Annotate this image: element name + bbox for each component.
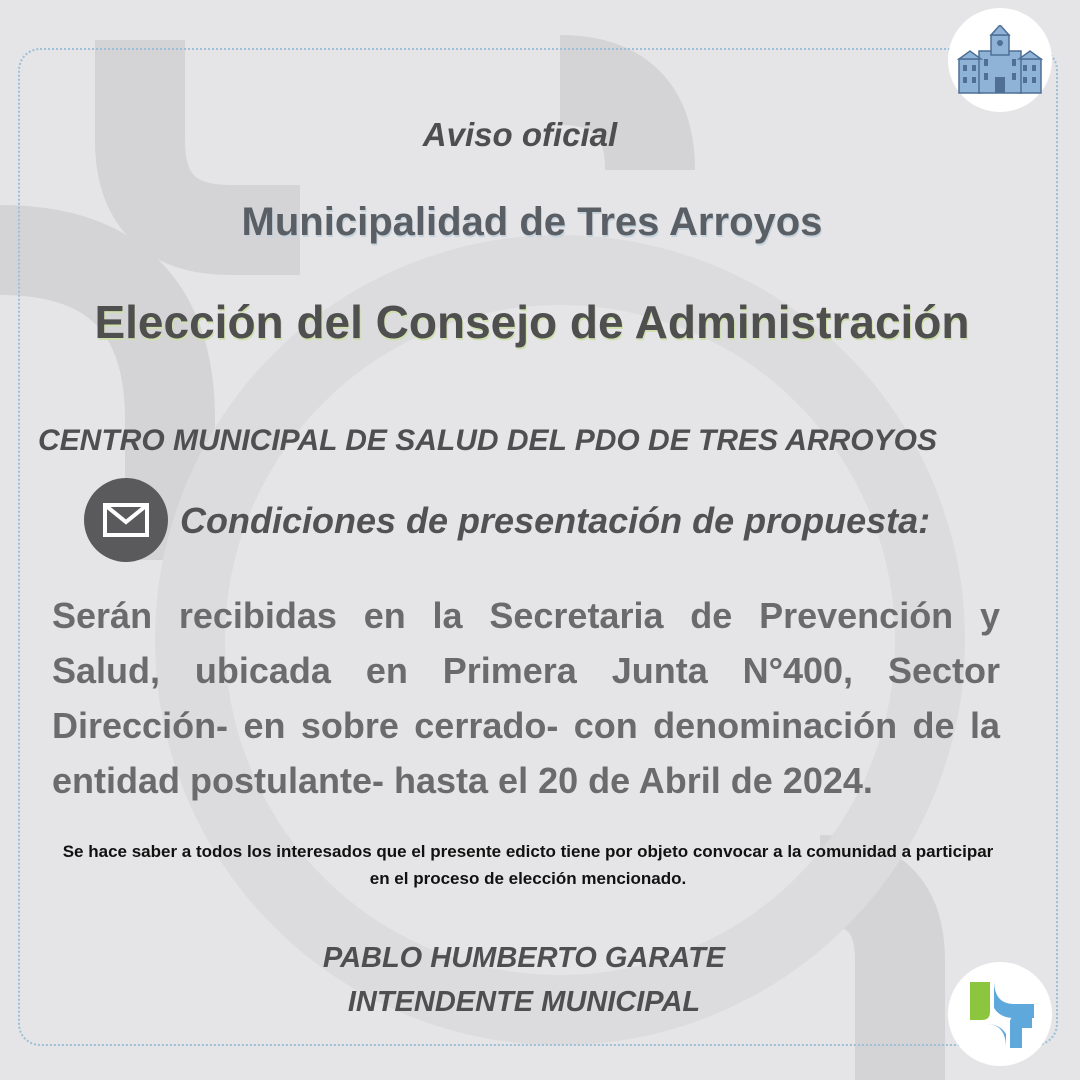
signatory-name: PABLO HUMBERTO GARATE — [322, 942, 726, 974]
notice-text: Se hace saber a todos los interesados que el presente edicto tiene por objeto convocar a la comunidad a participar en el proceso de elección mencionado. — [62, 842, 994, 888]
envelope-icon — [102, 502, 150, 538]
notice-kicker: Aviso oficial — [422, 116, 618, 153]
body-text: Serán recibidas en la Secretaria de Prevención y Salud, ubicada en Primera Junta N°400, Sector Dirección- en sobre cerrado- con denominación de la entidad postulante- hasta el 20 de Abril de 2024. — [52, 595, 1000, 801]
health-logo — [948, 962, 1052, 1066]
entity-name: CENTRO MUNICIPAL DE SALUD DEL PDO DE TRES ARROYOS — [38, 424, 937, 457]
dotted-frame — [18, 48, 1058, 1046]
page-title: Elección del Consejo de Administración — [94, 296, 970, 348]
signatory-role: INTENDENTE MUNICIPAL — [347, 986, 701, 1018]
organization-name: Municipalidad de Tres Arroyos — [241, 200, 823, 244]
envelope-badge — [84, 478, 168, 562]
town-hall-icon — [957, 25, 1043, 95]
health-cross-icon — [960, 974, 1040, 1054]
section-heading: Condiciones de presentación de propuesta: — [180, 500, 931, 541]
town-hall-logo — [948, 8, 1052, 112]
